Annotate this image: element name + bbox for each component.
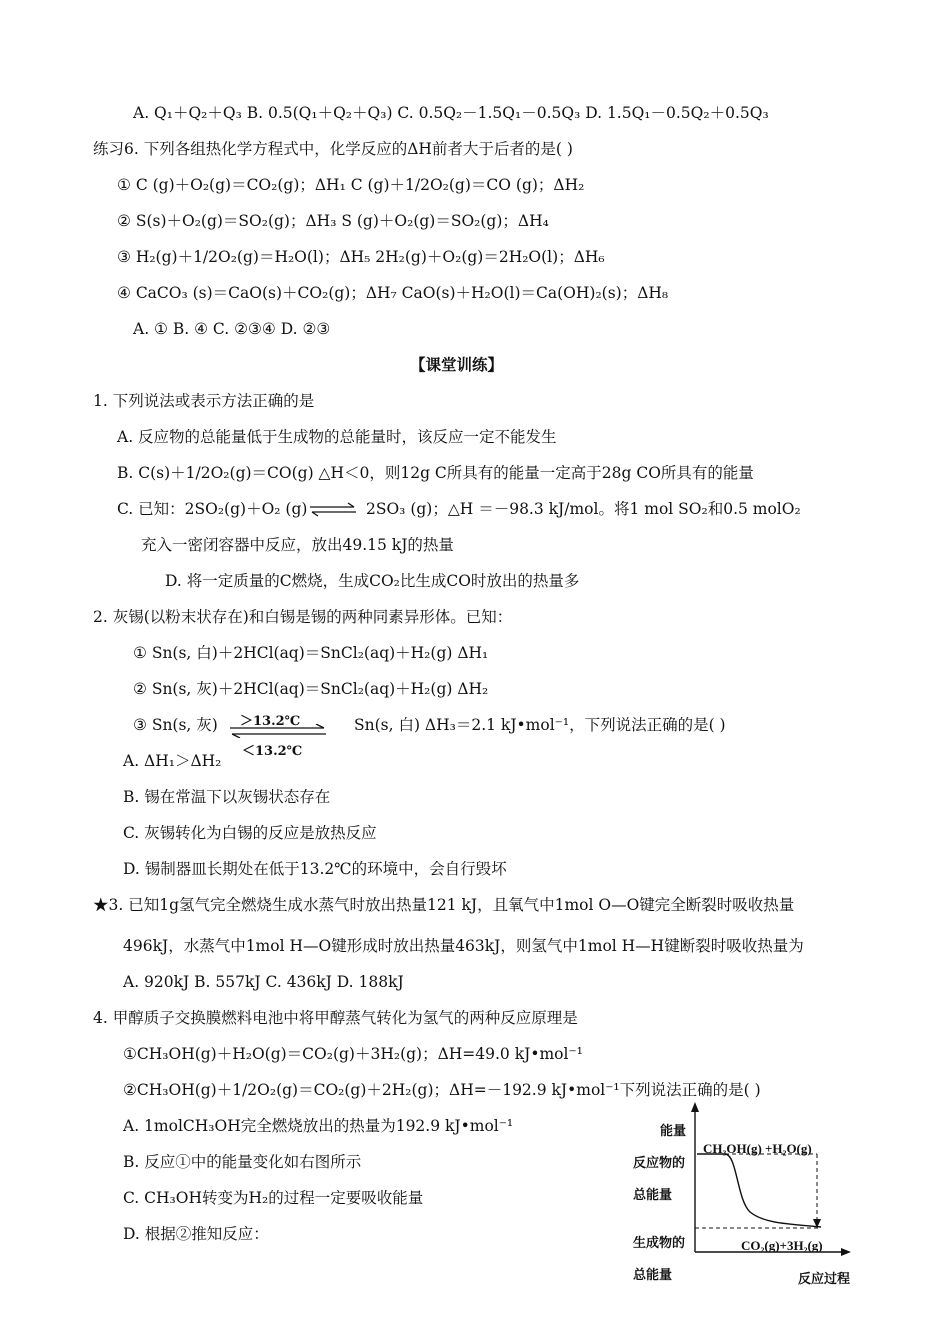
reactant-energy-label-2: 总能量 bbox=[633, 1188, 673, 1203]
options-q5: A. Q₁＋Q₂＋Q₃ B. 0.5(Q₁＋Q₂＋Q₃) C. 0.5Q₂－1.5Q₁－0.5Q₃ D. 1.5Q₁－0.5Q₂＋0.5Q₃ bbox=[133, 104, 769, 122]
exercise-6-eq4: ④ CaCO₃ (s)＝CaO(s)＋CO₂(g)；ΔH₇ CaO(s)＋H₂O(l)＝Ca(OH)₂(s)；ΔH₈ bbox=[117, 284, 669, 302]
exercise-6-eq1: ① C (g)＋O₂(g)＝CO₂(g)；ΔH₁ C (g)＋1/2O₂(g)＝CO (g)；ΔH₂ bbox=[117, 176, 585, 194]
q3-options: A. 920kJ B. 557kJ C. 436kJ D. 188kJ bbox=[123, 973, 404, 991]
q1-option-c-right: 2SO₃ (g)；△H ＝－98.3 kJ/mol。将1 mol SO₂和0.5 molO₂ bbox=[366, 500, 801, 518]
q1-option-b: B. C(s)＋1/2O₂(g)＝CO(g) △H＜0，则12g C所具有的能量一定高于28g CO所具有的能量 bbox=[117, 464, 754, 482]
q3-stem: ★3. 已知1g氢气完全燃烧生成水蒸气时放出热量121 kJ，且氧气中1mol O—O键完全断裂时吸收热量 bbox=[93, 896, 795, 914]
equilibrium-arrow-icon bbox=[228, 724, 328, 738]
q4-option-d: D. 根据②推知反应： bbox=[123, 1225, 269, 1243]
exercise-6-options: A. ① B. ④ C. ②③④ D. ②③ bbox=[133, 320, 331, 338]
q1-option-a: A. 反应物的总能量低于生成物的总能量时，该反应一定不能发生 bbox=[117, 428, 557, 446]
q3-stem-cont: 496kJ，水蒸气中1mol H—O键形成时放出热量463kJ，则氢气中1mol H—H键断裂时吸收热量为 bbox=[123, 937, 804, 955]
equilibrium-arrow-icon bbox=[308, 502, 358, 518]
product-energy-label: 生成物的 bbox=[633, 1236, 686, 1251]
q4-option-b: B. 反应①中的能量变化如右图所示 bbox=[123, 1153, 362, 1171]
q4-option-c: C. CH₃OH转变为H₂的过程一定要吸收能量 bbox=[123, 1189, 424, 1207]
q2-option-c: C. 灰锡转化为白锡的反应是放热反应 bbox=[123, 824, 377, 842]
exercise-6-eq2: ② S(s)＋O₂(g)＝SO₂(g)；ΔH₃ S (g)＋O₂(g)＝SO₂(g)；ΔH₄ bbox=[117, 212, 549, 230]
reactant-energy-label: 反应物的 bbox=[633, 1156, 686, 1171]
y-axis-label: 能量 bbox=[660, 1124, 687, 1139]
exercise-6-stem: 练习6. 下列各组热化学方程式中，化学反应的ΔH前者大于后者的是( ) bbox=[93, 140, 573, 158]
condition-above: ＞13.2℃ bbox=[240, 714, 301, 729]
q4-option-a: A. 1molCH₃OH完全燃烧放出的热量为192.9 kJ•mol⁻¹ bbox=[123, 1117, 514, 1135]
q2-eq3-left: ③ Sn(s, 灰) bbox=[133, 716, 218, 734]
q2-eq3-right: Sn(s, 白) ΔH₃＝2.1 kJ•mol⁻¹，下列说法正确的是( ) bbox=[354, 716, 726, 734]
q2-option-a: A. ΔH₁＞ΔH₂ bbox=[123, 752, 222, 770]
top-species-label: CH₃OH(g) +H₂O(g) bbox=[703, 1141, 812, 1156]
q2-option-b: B. 锡在常温下以灰锡状态存在 bbox=[123, 788, 331, 806]
q1-option-d: D. 将一定质量的C燃烧，生成CO₂比生成CO时放出的热量多 bbox=[165, 572, 580, 590]
exercise-6-eq3: ③ H₂(g)＋1/2O₂(g)＝H₂O(l)；ΔH₅ 2H₂(g)＋O₂(g)＝2H₂O(l)；ΔH₆ bbox=[117, 248, 605, 266]
q2-eq2: ② Sn(s, 灰)＋2HCl(aq)＝SnCl₂(aq)＋H₂(g) ΔH₂ bbox=[133, 680, 489, 698]
q2-option-d: D. 锡制器皿长期处在低于13.2℃的环境中，会自行毁坏 bbox=[123, 860, 507, 878]
product-energy-label-2: 总能量 bbox=[633, 1268, 673, 1283]
q2-stem: 2. 灰锡(以粉末状存在)和白锡是锡的两种同素异形体。已知： bbox=[93, 608, 513, 626]
energy-diagram bbox=[625, 1100, 865, 1290]
condition-below: ＜13.2℃ bbox=[242, 744, 303, 759]
q4-stem: 4. 甲醇质子交换膜燃料电池中将甲醇蒸气转化为氢气的两种反应原理是 bbox=[93, 1009, 578, 1027]
section-title: 【课堂训练】 bbox=[410, 355, 504, 374]
q4-eq2: ②CH₃OH(g)＋1/2O₂(g)＝CO₂(g)＋2H₂(g)；ΔH=－192.9 kJ•mol⁻¹下列说法正确的是( ) bbox=[123, 1081, 761, 1099]
bottom-species-label: CO₂(g)+3H₂(g) bbox=[741, 1238, 823, 1253]
x-axis-label: 反应过程 bbox=[798, 1272, 851, 1287]
q1-option-c-left: C. 已知：2SO₂(g)＋O₂ (g) bbox=[117, 500, 308, 518]
q4-eq1: ①CH₃OH(g)＋H₂O(g)＝CO₂(g)＋3H₂(g)；ΔH=49.0 kJ•mol⁻¹ bbox=[123, 1045, 583, 1063]
q1-option-c-cont: 充入一密闭容器中反应，放出49.15 kJ的热量 bbox=[141, 536, 454, 554]
q1-stem: 1. 下列说法或表示方法正确的是 bbox=[93, 392, 315, 410]
q2-eq1: ① Sn(s, 白)＋2HCl(aq)＝SnCl₂(aq)＋H₂(g) ΔH₁ bbox=[133, 644, 489, 662]
